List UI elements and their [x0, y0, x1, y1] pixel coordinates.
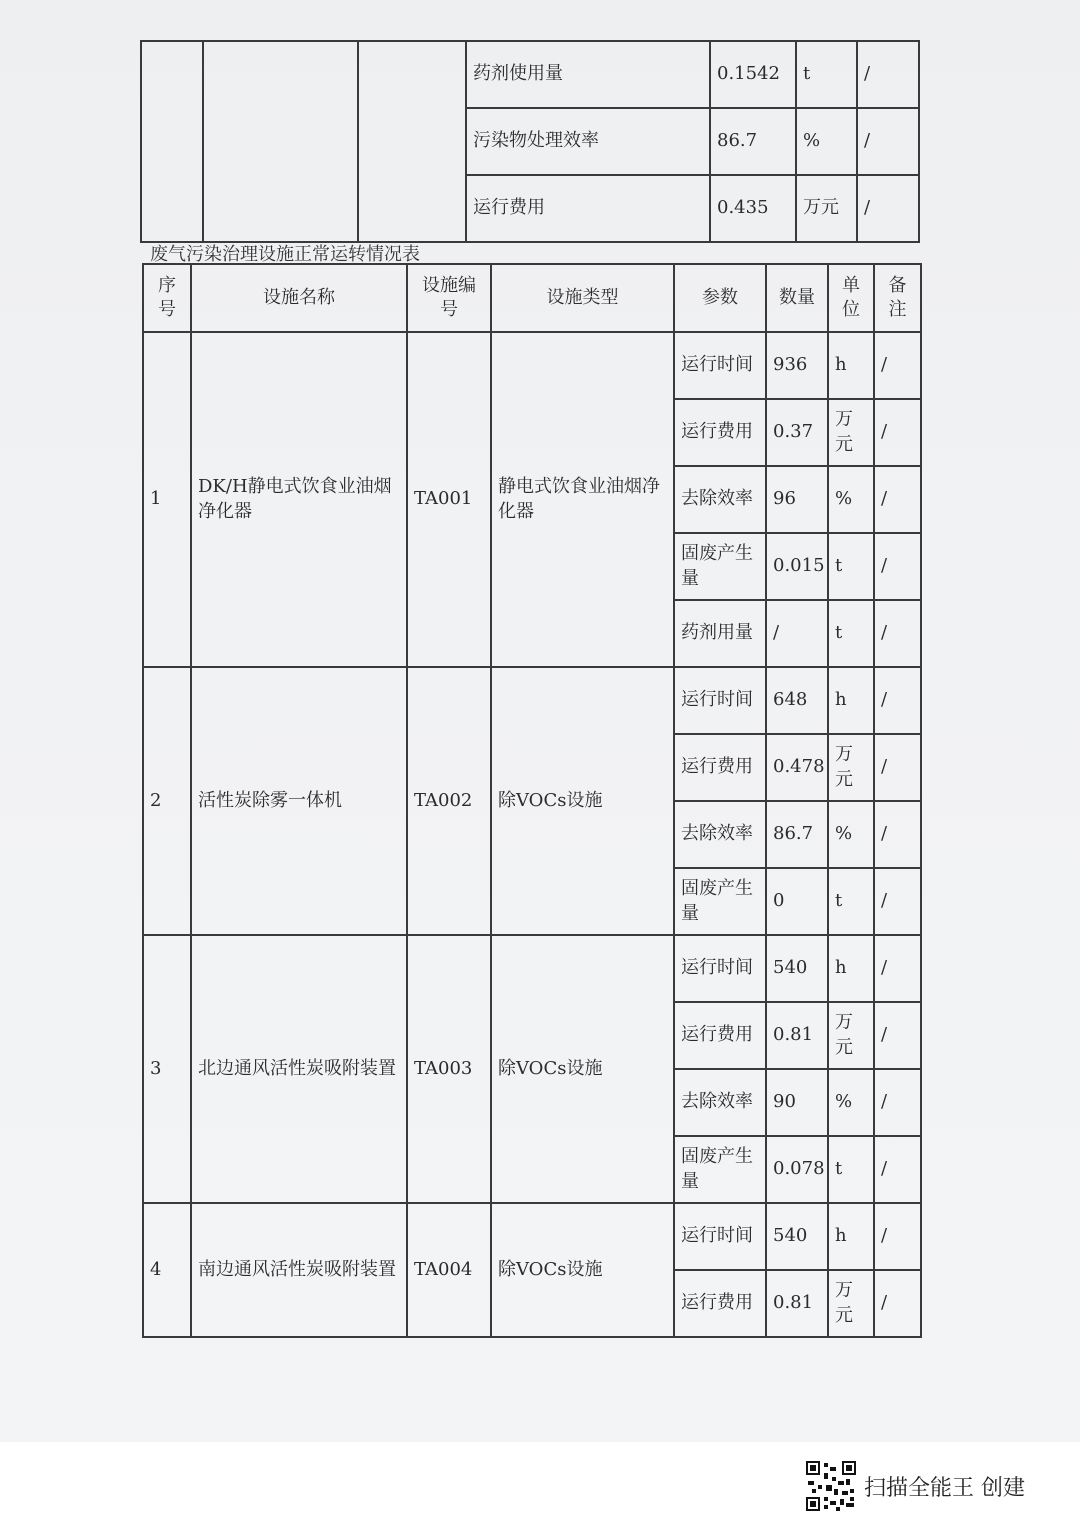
remark-cell: / — [874, 801, 921, 868]
value-cell: 0.435 — [710, 175, 796, 242]
unit-cell: 万元 — [828, 1002, 874, 1069]
unit-cell: h — [828, 935, 874, 1002]
param-cell: 运行时间 — [674, 332, 766, 399]
top-table-row — [141, 41, 919, 108]
remark-cell: / — [874, 466, 921, 533]
value-cell: 0.1542 — [710, 41, 796, 108]
qr-code-icon — [806, 1461, 856, 1511]
qty-cell: 648 — [766, 667, 828, 734]
table-row — [143, 935, 921, 1002]
qty-cell: 0.81 — [766, 1270, 828, 1337]
table-row — [143, 667, 921, 734]
facility-code-cell: TA003 — [407, 935, 491, 1203]
seq-cell: 2 — [143, 667, 191, 935]
param-cell: 运行时间 — [674, 1203, 766, 1270]
qty-cell: 0 — [766, 868, 828, 935]
facility-code-cell: TA001 — [407, 332, 491, 667]
qty-cell: 0.015 — [766, 533, 828, 600]
seq-cell: 4 — [143, 1203, 191, 1337]
unit-cell: t — [796, 41, 857, 108]
param-cell: 去除效率 — [674, 1069, 766, 1136]
facility-type-cell: 静电式饮食业油烟净化器 — [491, 332, 674, 667]
remark-cell: / — [874, 600, 921, 667]
unit-cell: t — [828, 533, 874, 600]
remark-cell: / — [857, 175, 919, 242]
param-cell: 运行费用 — [466, 175, 710, 242]
param-cell: 运行费用 — [674, 1002, 766, 1069]
table-caption: 废气污染治理设施正常运转情况表 — [150, 244, 420, 265]
header-seq: 序号 — [143, 264, 191, 332]
facility-type-cell: 除VOCs设施 — [491, 667, 674, 935]
remark-cell: / — [874, 734, 921, 801]
unit-cell: % — [828, 801, 874, 868]
qty-cell: 0.078 — [766, 1136, 828, 1203]
qty-cell: 936 — [766, 332, 828, 399]
param-cell: 运行费用 — [674, 734, 766, 801]
unit-cell: % — [828, 466, 874, 533]
remark-cell: / — [857, 108, 919, 175]
scanner-watermark-text: 扫描全能王 创建 — [864, 1475, 1025, 1501]
remark-cell: / — [874, 1136, 921, 1203]
seq-cell: 3 — [143, 935, 191, 1203]
facility-type-cell: 除VOCs设施 — [491, 1203, 674, 1337]
header-unit: 单位 — [828, 264, 874, 332]
unit-cell: 万元 — [828, 1270, 874, 1337]
param-cell: 药剂使用量 — [466, 41, 710, 108]
unit-cell: h — [828, 1203, 874, 1270]
param-cell: 去除效率 — [674, 801, 766, 868]
remark-cell: / — [874, 1002, 921, 1069]
remark-cell: / — [874, 868, 921, 935]
param-cell: 污染物处理效率 — [466, 108, 710, 175]
unit-cell: 万元 — [828, 734, 874, 801]
param-cell: 固废产生量 — [674, 868, 766, 935]
qty-cell: 0.37 — [766, 399, 828, 466]
param-cell: 固废产生量 — [674, 1136, 766, 1203]
header-remark: 备注 — [874, 264, 921, 332]
header-param: 参数 — [674, 264, 766, 332]
qty-cell: 86.7 — [766, 801, 828, 868]
remark-cell: / — [874, 399, 921, 466]
facility-code-cell: TA004 — [407, 1203, 491, 1337]
unit-cell: t — [828, 600, 874, 667]
facility-name-cell: DK/H静电式饮食业油烟净化器 — [191, 332, 407, 667]
facility-name-cell: 南边通风活性炭吸附装置 — [191, 1203, 407, 1337]
param-cell: 固废产生量 — [674, 533, 766, 600]
scanner-watermark — [806, 1460, 1025, 1512]
param-cell: 药剂用量 — [674, 600, 766, 667]
table-row — [143, 332, 921, 399]
param-cell: 运行时间 — [674, 667, 766, 734]
qty-cell: 96 — [766, 466, 828, 533]
remark-cell: / — [857, 41, 919, 108]
qty-cell: / — [766, 600, 828, 667]
remark-cell: / — [874, 935, 921, 1002]
remark-cell: / — [874, 332, 921, 399]
unit-cell: 万元 — [828, 399, 874, 466]
header-row — [143, 264, 921, 332]
remark-cell: / — [874, 1069, 921, 1136]
top-blank-cell — [203, 41, 358, 242]
top-blank-cell — [141, 41, 203, 242]
remark-cell: / — [874, 1203, 921, 1270]
facility-code-cell: TA002 — [407, 667, 491, 935]
value-cell: 86.7 — [710, 108, 796, 175]
unit-cell: 万元 — [796, 175, 857, 242]
qty-cell: 540 — [766, 1203, 828, 1270]
top-blank-cell — [358, 41, 466, 242]
unit-cell: h — [828, 667, 874, 734]
qty-cell: 0.478 — [766, 734, 828, 801]
qty-cell: 90 — [766, 1069, 828, 1136]
header-type: 设施类型 — [491, 264, 674, 332]
header-qty: 数量 — [766, 264, 828, 332]
qty-cell: 540 — [766, 935, 828, 1002]
unit-cell: t — [828, 1136, 874, 1203]
facility-type-cell: 除VOCs设施 — [491, 935, 674, 1203]
unit-cell: % — [828, 1069, 874, 1136]
unit-cell: h — [828, 332, 874, 399]
qty-cell: 0.81 — [766, 1002, 828, 1069]
remark-cell: / — [874, 667, 921, 734]
waste-gas-facility-table — [142, 263, 922, 1338]
param-cell: 运行费用 — [674, 399, 766, 466]
header-code: 设施编号 — [407, 264, 491, 332]
param-cell: 去除效率 — [674, 466, 766, 533]
param-cell: 运行费用 — [674, 1270, 766, 1337]
facility-name-cell: 活性炭除雾一体机 — [191, 667, 407, 935]
remark-cell: / — [874, 1270, 921, 1337]
facility-name-cell: 北边通风活性炭吸附装置 — [191, 935, 407, 1203]
unit-cell: t — [828, 868, 874, 935]
seq-cell: 1 — [143, 332, 191, 667]
param-cell: 运行时间 — [674, 935, 766, 1002]
table-row — [143, 1203, 921, 1270]
unit-cell: % — [796, 108, 857, 175]
remark-cell: / — [874, 533, 921, 600]
top-continued-table — [140, 40, 920, 243]
header-name: 设施名称 — [191, 264, 407, 332]
